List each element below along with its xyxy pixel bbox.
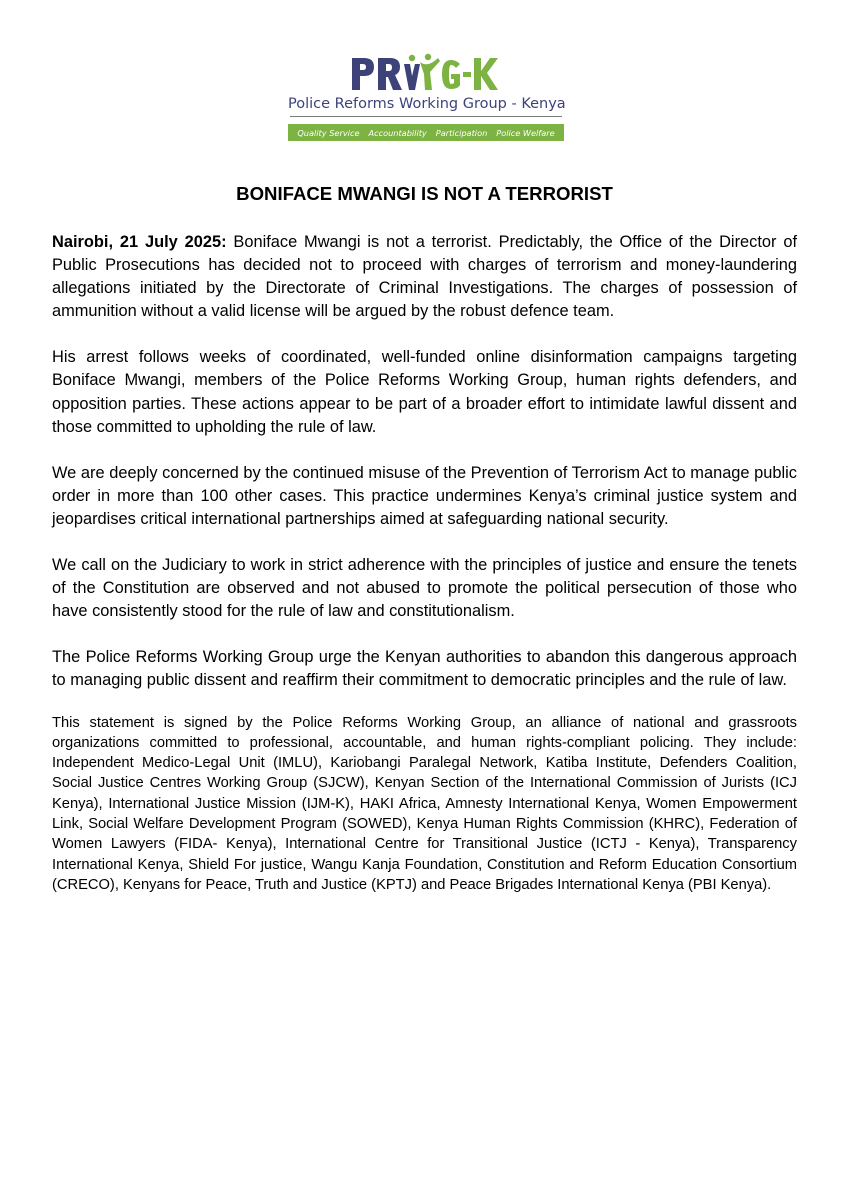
tagline-item: Quality Service: [297, 127, 360, 138]
organization-name: Police Reforms Working Group - Kenya: [288, 96, 566, 112]
prwgk-logo-mark: [350, 52, 500, 92]
dateline: Nairobi, 21 July 2025:: [52, 233, 227, 251]
logo-divider: [290, 116, 562, 117]
tagline-item: Accountability: [368, 127, 427, 138]
document-body: [52, 231, 797, 895]
paragraph-text: Boniface Mwangi is not a terrorist. Predictably, the Office of the Director of Public Prosecutions has decided not to proceed with charges of terrorism and money-laundering allegations initiated by the Directorate of Criminal Investigations. The charges of possession of ammunition without a valid license will be argued by the robust defence team.: [52, 233, 797, 321]
paragraph-4: We call on the Judiciary to work in strict adherence with the principles of justice and ensure the tenets of the Constitution are observed and not abused to promote the political persecution of those who have consistently stood for the rule of law and constitutionalism.: [52, 556, 797, 621]
paragraph-3: We are deeply concerned by the continued misuse of the Prevention of Terrorism Act to manage public order in more than 100 other cases. This practice undermines Kenya’s criminal justice system and jeopardises critical international partnerships aimed at safeguarding national security.: [52, 463, 797, 528]
paragraph-2: His arrest follows weeks of coordinated, well-funded online disinformation campaigns targeting Boniface Mwangi, members of the Police Reforms Working Group, human rights defenders, and opposition parties. These actions appear to be part of a broader effort to intimidate lawful dissent and those committed to upholding the rule of law.: [52, 348, 797, 436]
signatories-statement: This statement is signed by the Police Reforms Working Group, an alliance of national and grassroots organizations committed to professional, accountable, and human rights-compliant policing. They include: Independent Medico-Legal Unit (IMLU), Kariobangi Paralegal Network, Katiba Institute, Defenders Coalition, Social Justice Centres Working Group (SJCW), Kenyan Section of the International Commission of Jurists (ICJ Kenya), International Justice Mission (IJM-K), HAKI Africa, Amnesty International Kenya, Women Empowerment Link, Social Welfare Development Program (SOWED), Kenya Human Rights Commission (KHRC), Federation of Women Lawyers (FIDA- Kenya), International Centre for Transitional Justice (ICTJ - Kenya), Transparency International Kenya, Shield For justice, Wangu Kanja Foundation, Constitution and Reform Education Consortium (CRECO), Kenyans for Peace, Truth and Justice (KPTJ) and Peace Brigades International Kenya (PBI Kenya).: [52, 714, 797, 893]
document-title: BONIFACE MWANGI IS NOT A TERRORIST: [236, 183, 613, 204]
organization-logo: [288, 52, 564, 142]
organization-tagline: [288, 124, 564, 141]
tagline-item: Participation: [435, 127, 488, 138]
paragraph-5: The Police Reforms Working Group urge the Kenyan authorities to abandon this dangerous approach to managing public dissent and reaffirm their commitment to democratic principles and the rule of law.: [52, 648, 797, 690]
paragraph-1: [52, 231, 797, 323]
tagline-item: Police Welfare: [496, 127, 555, 138]
